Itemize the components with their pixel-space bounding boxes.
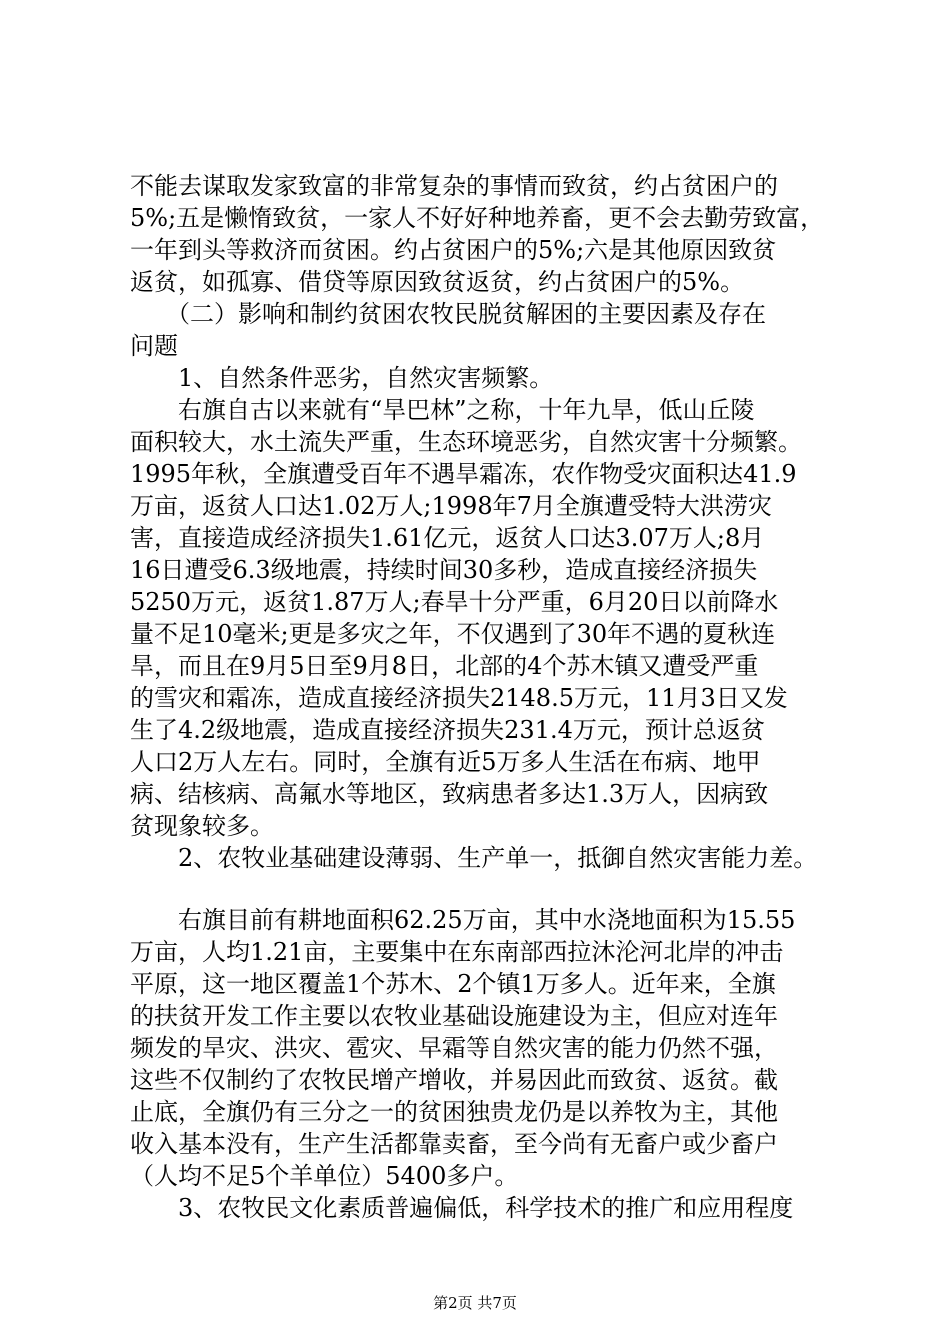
text-line: 的雪灾和霜冻，造成直接经济损失2148.5万元，11月3日又发 [130,684,788,712]
text-line: 的扶贫开发工作主要以农牧业基础设施建设为主，但应对连年 [130,1002,778,1030]
text-line: 这些不仅制约了农牧民增产增收，并易因此而致贫、返贫。截 [130,1066,778,1094]
text-line: 害，直接造成经济损失1.61亿元，返贫人口达3.07万人;8月 [130,524,765,552]
text-line: 生了4.2级地震，造成直接经济损失231.4万元，预计总返贫 [130,716,765,744]
text-line: 万亩，人均1.21亩，主要集中在东南部西拉沐沦河北岸的冲击 [130,938,784,966]
text-line: 频发的旱灾、洪灾、雹灾、早霜等自然灾害的能力仍然不强， [130,1034,778,1062]
subheading-3: 3、农牧民文化素质普遍偏低，科学技术的推广和应用程度 [130,1194,794,1222]
section-heading: （二）影响和制约贫困农牧民脱贫解困的主要因素及存在 [130,300,766,328]
paragraph-gap [130,874,830,904]
text-line: 病、结核病、高氟水等地区，致病患者多达1.3万人，因病致 [130,780,769,808]
text-line: 量不足10毫米;更是多灾之年，不仅遇到了30年不遇的夏秋连 [130,620,776,648]
text-line: 返贫，如孤寡、借贷等原因致贫返贫，约占贫困户的5%。 [130,268,745,296]
text-line: 一年到头等救济而贫困。约占贫困户的5%;六是其他原因致贫 [130,236,777,264]
text-line: 5%;五是懒惰致贫，一家人不好好种地养畜，更不会去勤劳致富， [130,204,825,232]
text-line: 1995年秋，全旗遭受百年不遇旱霜冻，农作物受灾面积达41.9 [130,460,797,488]
text-line: 面积较大，水土流失严重，生态环境恶劣，自然灾害十分频繁。 [130,428,802,456]
document-body [130,170,830,1224]
text-line: 贫现象较多。 [130,812,274,840]
text-line: 平原，这一地区覆盖1个苏木、2个镇1万多人。近年来，全旗 [130,970,776,998]
subheading-1: 1、自然条件恶劣，自然灾害频繁。 [130,364,554,392]
text-line: 不能去谋取发家致富的非常复杂的事情而致贫，约占贫困户的 [130,172,778,200]
text-line: 旱，而且在9月5日至9月8日，北部的4个苏木镇又遭受严重 [130,652,759,680]
text-line: 5250万元，返贫1.87万人;春旱十分严重，6月20日以前降水 [130,588,779,616]
text-line: 人口2万人左右。同时，全旗有近5万多人生活在布病、地甲 [130,748,761,776]
text-line: 万亩，返贫人口达1.02万人;1998年7月全旗遭受特大洪涝灾 [130,492,772,520]
subheading-2: 2、农牧业基础建设薄弱、生产单一，抵御自然灾害能力差。 [130,844,818,872]
page-number-footer: 第2页 共7页 [433,1294,517,1312]
text-line: 16日遭受6.3级地震，持续时间30多秒，造成直接经济损失 [130,556,758,584]
text-line: 收入基本没有，生产生活都靠卖畜，至今尚有无畜户或少畜户 [130,1130,778,1158]
text-line: 止底，全旗仍有三分之一的贫困独贵龙仍是以养牧为主，其他 [130,1098,778,1126]
text-line: 右旗目前有耕地面积62.25万亩，其中水浇地面积为15.55 [130,906,796,934]
text-line: （人均不足5个羊单位）5400多户。 [130,1162,519,1190]
text-line: 右旗自古以来就有“旱巴林”之称，十年九旱，低山丘陵 [130,396,755,424]
section-heading-cont: 问题 [130,332,178,360]
